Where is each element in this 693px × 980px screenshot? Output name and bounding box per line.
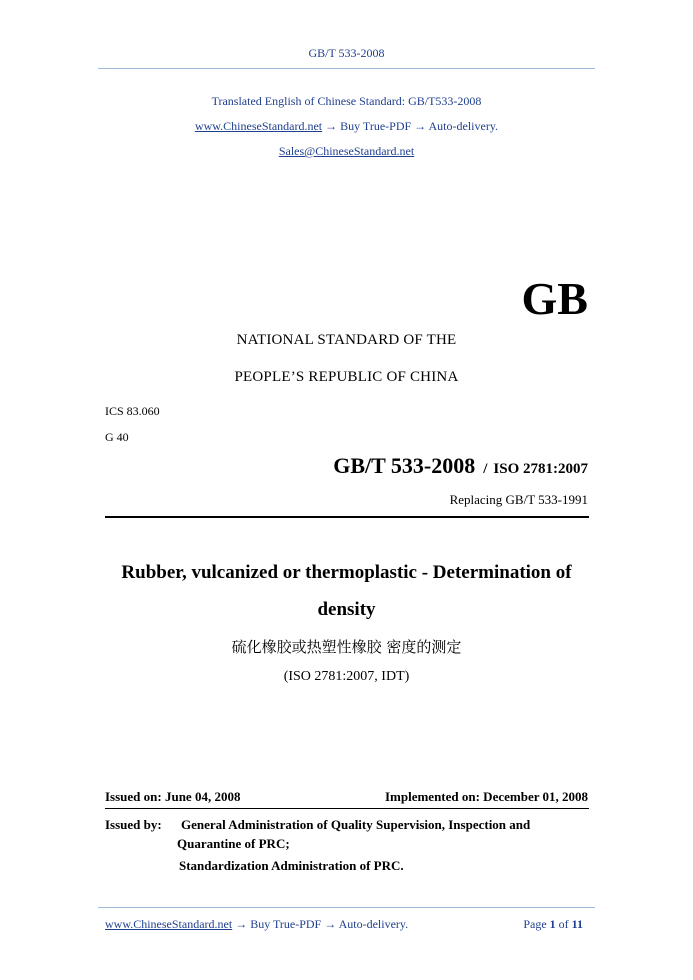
replacing-note: Replacing GB/T 533-1991 (449, 492, 588, 507)
page-label: Page (523, 917, 547, 931)
arrow-right-icon: → (324, 917, 337, 931)
page-indicator (523, 917, 583, 932)
purchase-line (0, 119, 693, 134)
sales-email-link[interactable]: Sales@ChineseStandard.net (278, 144, 415, 158)
running-header: GB/T 533-2008 (308, 46, 385, 60)
page-total: 11 (571, 917, 583, 931)
footer-divider (98, 907, 595, 908)
implemented-date: Implemented on: December 01, 2008 (384, 789, 588, 804)
ccs-code: G 40 (105, 430, 129, 444)
standard-number (333, 453, 588, 479)
footer-buy-pdf-text: Buy True-PDF (250, 917, 322, 931)
title-divider (105, 516, 589, 518)
dates-divider (105, 808, 589, 809)
arrow-right-icon: → (235, 917, 248, 931)
ics-code: ICS 83.060 (105, 404, 160, 418)
issued-by-line2: Quarantine of PRC; (177, 836, 290, 851)
gb-mark: GB (521, 273, 588, 324)
number-separator: / (483, 461, 488, 477)
chinese-title: 硫化橡胶或热塑性橡胶 密度的测定 (231, 638, 462, 656)
iso-equivalence: (ISO 2781:2007, IDT) (283, 669, 410, 684)
arrow-right-icon: → (414, 119, 427, 133)
buy-pdf-text: Buy True-PDF (340, 119, 412, 133)
footer-site-link[interactable]: www.ChineseStandard.net (105, 917, 233, 931)
header-divider (98, 68, 595, 69)
title-line2: density (317, 599, 376, 620)
issued-by-label: Issued by: (105, 817, 162, 832)
national-standard-line1: NATIONAL STANDARD OF THE (236, 332, 457, 348)
issued-by-line3: Standardization Administration of PRC. (179, 858, 404, 873)
email-line (0, 144, 693, 159)
footer-auto-delivery-text: Auto-delivery. (338, 917, 409, 931)
arrow-right-icon: → (325, 119, 338, 133)
translation-notice: Translated English of Chinese Standard: GB/T533-2008 (211, 94, 482, 108)
footer-purchase-line (105, 917, 408, 932)
site-link[interactable]: www.ChineseStandard.net (194, 119, 323, 133)
iso-number: ISO 2781:2007 (493, 461, 588, 477)
title-line1: Rubber, vulcanized or thermoplastic - Determination of (121, 562, 572, 583)
auto-delivery-text: Auto-delivery. (428, 119, 499, 133)
gbt-number: GB/T 533-2008 (333, 453, 476, 478)
page-number: 1 (549, 917, 556, 931)
national-standard-line2: PEOPLE’S REPUBLIC OF CHINA (234, 369, 459, 385)
of-label: of (558, 917, 569, 931)
issued-date: Issued on: June 04, 2008 (105, 789, 241, 804)
issued-by-line1: General Administration of Quality Supervision, Inspection and (181, 817, 531, 832)
